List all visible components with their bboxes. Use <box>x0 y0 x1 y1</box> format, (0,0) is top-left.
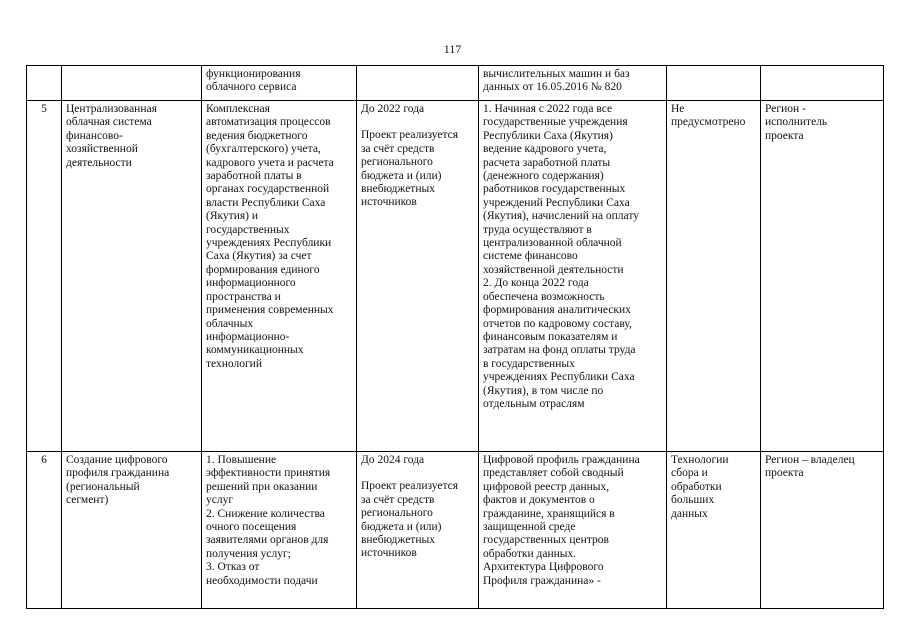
cell-technology: Не предусмотрено <box>667 101 761 452</box>
table-row <box>27 66 884 101</box>
deadline-text: До 2022 года <box>361 103 425 115</box>
funding-text: Проект реализуется за счёт средств регионального бюджета и (или) внебюджетных источников <box>361 129 459 209</box>
cell-technology: Технологии сбора и обработки больших данных <box>667 452 761 609</box>
cell-project-name <box>62 66 202 101</box>
cell-number: 6 <box>27 452 62 609</box>
cell-role: Регион – владелец проекта <box>761 452 884 609</box>
cell-project-name: Централизованная облачная система финансово- хозяйственной деятельности <box>62 101 202 452</box>
cell-project-name: Создание цифрового профиля гражданина (региональный сегмент) <box>62 452 202 609</box>
cell-deadline <box>357 452 479 609</box>
table-row <box>27 101 884 452</box>
table-row <box>27 452 884 609</box>
funding-text: Проект реализуется за счёт средств регионального бюджета и (или) внебюджетных источников <box>361 480 459 560</box>
cell-number <box>27 66 62 101</box>
cell-role: Регион - исполнитель проекта <box>761 101 884 452</box>
cell-role <box>761 66 884 101</box>
cell-number: 5 <box>27 101 62 452</box>
cell-goals: Комплексная автоматизация процессов ведения бюджетного (бухгалтерского) учета, кадрового учета и расчета заработной платы в органах государственной власти Республики Саха (Якутия) и государственных учреждениях Республики Саха (Якутия) за счет формирования единого информационного пространства и применения современных облачных информационно- коммуникационных технологий <box>202 101 357 452</box>
projects-table <box>26 65 884 609</box>
page-number: 117 <box>443 42 462 56</box>
cell-result: вычислительных машин и баз данных от 16.05.2016 № 820 <box>479 66 667 101</box>
cell-deadline <box>357 66 479 101</box>
cell-result: Цифровой профиль гражданина представляет собой сводный цифровой реестр данных, фактов и документов о гражданине, хранящийся в защищенной среде государственных центров обработки данных. Архитектура Цифрового Профиля гражданина» - <box>479 452 667 609</box>
cell-deadline <box>357 101 479 452</box>
deadline-text: До 2024 года <box>361 454 425 466</box>
cell-goals: 1. Повышение эффективности принятия решений при оказании услуг 2. Снижение количества очного посещения заявителями органов для получения услуг; 3. Отказ от необходимости подачи <box>202 452 357 609</box>
cell-technology <box>667 66 761 101</box>
cell-goals: функционирования облачного сервиса <box>202 66 357 101</box>
cell-result: 1. Начиная с 2022 года все государственные учреждения Республики Саха (Якутия) ведение кадрового учета, расчета заработной платы (денежного содержания) работников государственных учреждений Республики Саха (Якутия), начислений на оплату труда осуществляют в централизованной облачной системе финансово хозяйственной деятельности 2. До конца 2022 года обеспечена возможность формирования аналитических отчетов по кадровому составу, финансовым показателям и затратам на фонд оплаты труда в государственных учреждениях Республики Саха (Якутия), в том числе по отдельным отраслям <box>479 101 667 452</box>
